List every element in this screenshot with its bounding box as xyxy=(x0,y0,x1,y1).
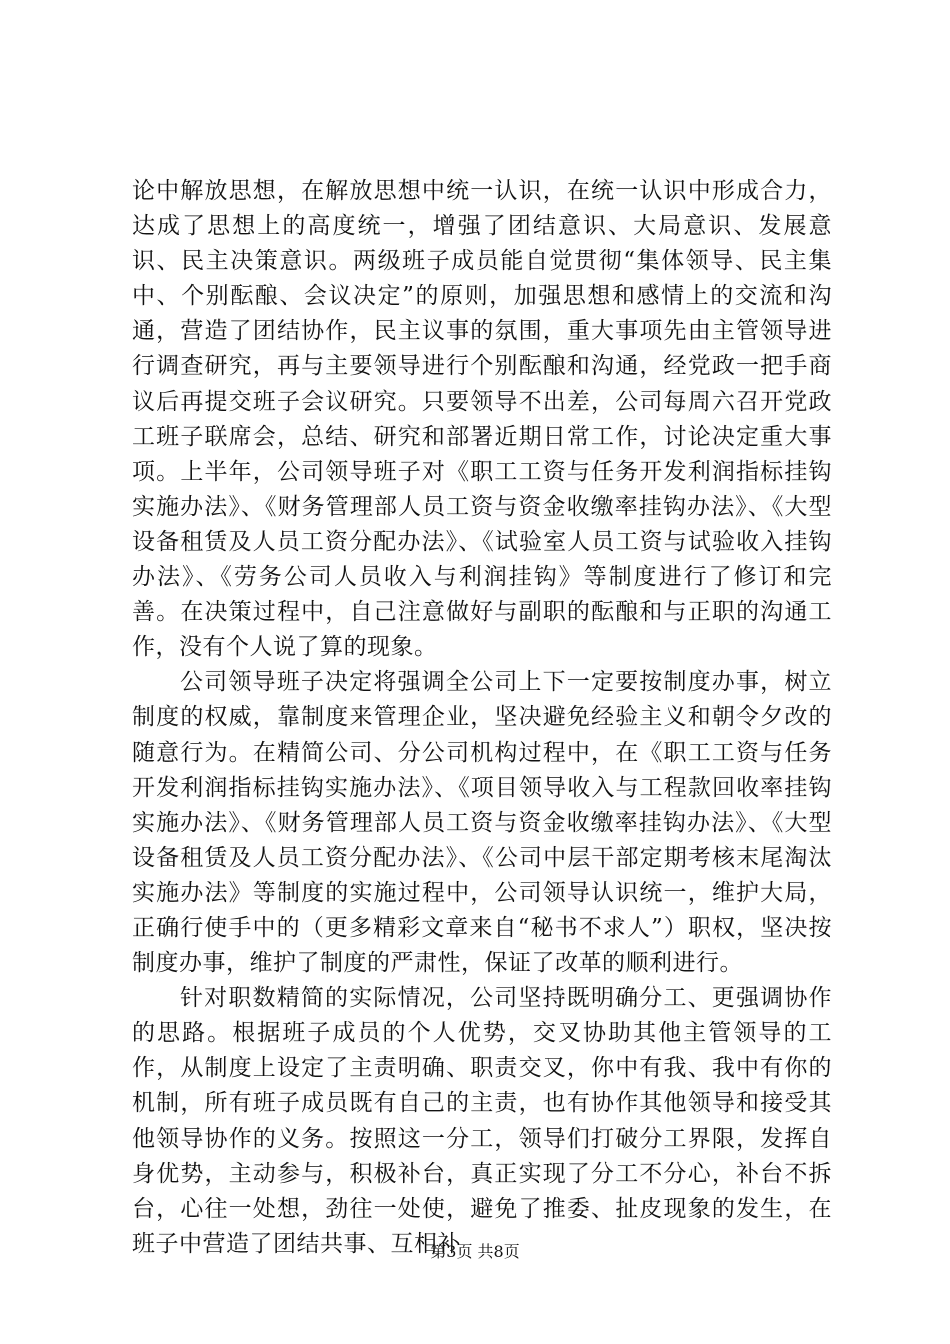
paragraph: 公司领导班子决定将强调全公司上下一定要按制度办事，树立制度的权威，靠制度来管理企业，坚决避免经验主义和朝令夕改的随意行为。在精简公司、分公司机构过程中，在《职工工资与任务开发利润指标挂钩实施办法》、《项目领导收入与工程款回收率挂钩实施办法》、《财务管理部人员工资与资金收缴率挂钩办法》、《大型设备租赁及人员工资分配办法》、《公司中层干部定期考核末尾淘汰实施办法》等制度的实施过程中，公司领导认识统一，维护大局，正确行使手中的（更多精彩文章来自“秘书不求人”）职权，坚决按制度办事，维护了制度的严肃性，保证了改革的顺利进行。 xyxy=(132,669,832,977)
paragraph-continued: 论中解放思想，在解放思想中统一认识，在统一认识中形成合力，达成了思想上的高度统一，增强了团结意识、大局意识、发展意识、民主决策意识。两级班子成员能自觉贯彻“集体领导、民主集中、个别酝酿、会议决定”的原则，加强思想和感情上的交流和沟通，营造了团结协作，民主议事的氛围，重大事项先由主管领导进行调查研究，再与主要领导进行个别酝酿和沟通，经党政一把手商议后再提交班子会议研究。只要领导不出差，公司每周六召开党政工班子联席会，总结、研究和部署近期日常工作，讨论决定重大事项。上半年，公司领导班子对《职工工资与任务开发利润指标挂钩实施办法》、《财务管理部人员工资与资金收缴率挂钩办法》、《大型设备租赁及人员工资分配办法》、《试验室人员工资与试验收入挂钩办法》、《劳务公司人员收入与利润挂钩》等制度进行了修订和完善。在决策过程中，自己注意做好与副职的酝酿和与正职的沟通工作，没有个人说了算的现象。 xyxy=(132,178,832,661)
page-number-footer: 第3页 共8页 xyxy=(430,1242,520,1261)
document-body xyxy=(132,174,832,1262)
paragraph: 针对职数精简的实际情况，公司坚持既明确分工、更强调协作的思路。根据班子成员的个人优势，交叉协助其他主管领导的工作，从制度上设定了主责明确、职责交叉，你中有我、我中有你的机制，所有班子成员既有自己的主责，也有协作其他领导和接受其他领导协作的义务。按照这一分工，领导们打破分工界限，发挥自身优势，主动参与，积极补台，真正实现了分工不分心，补台不拆台，心往一处想，劲往一处使，避免了推委、扯皮现象的发生，在班子中营造了团结共事、互相补 xyxy=(132,985,832,1257)
